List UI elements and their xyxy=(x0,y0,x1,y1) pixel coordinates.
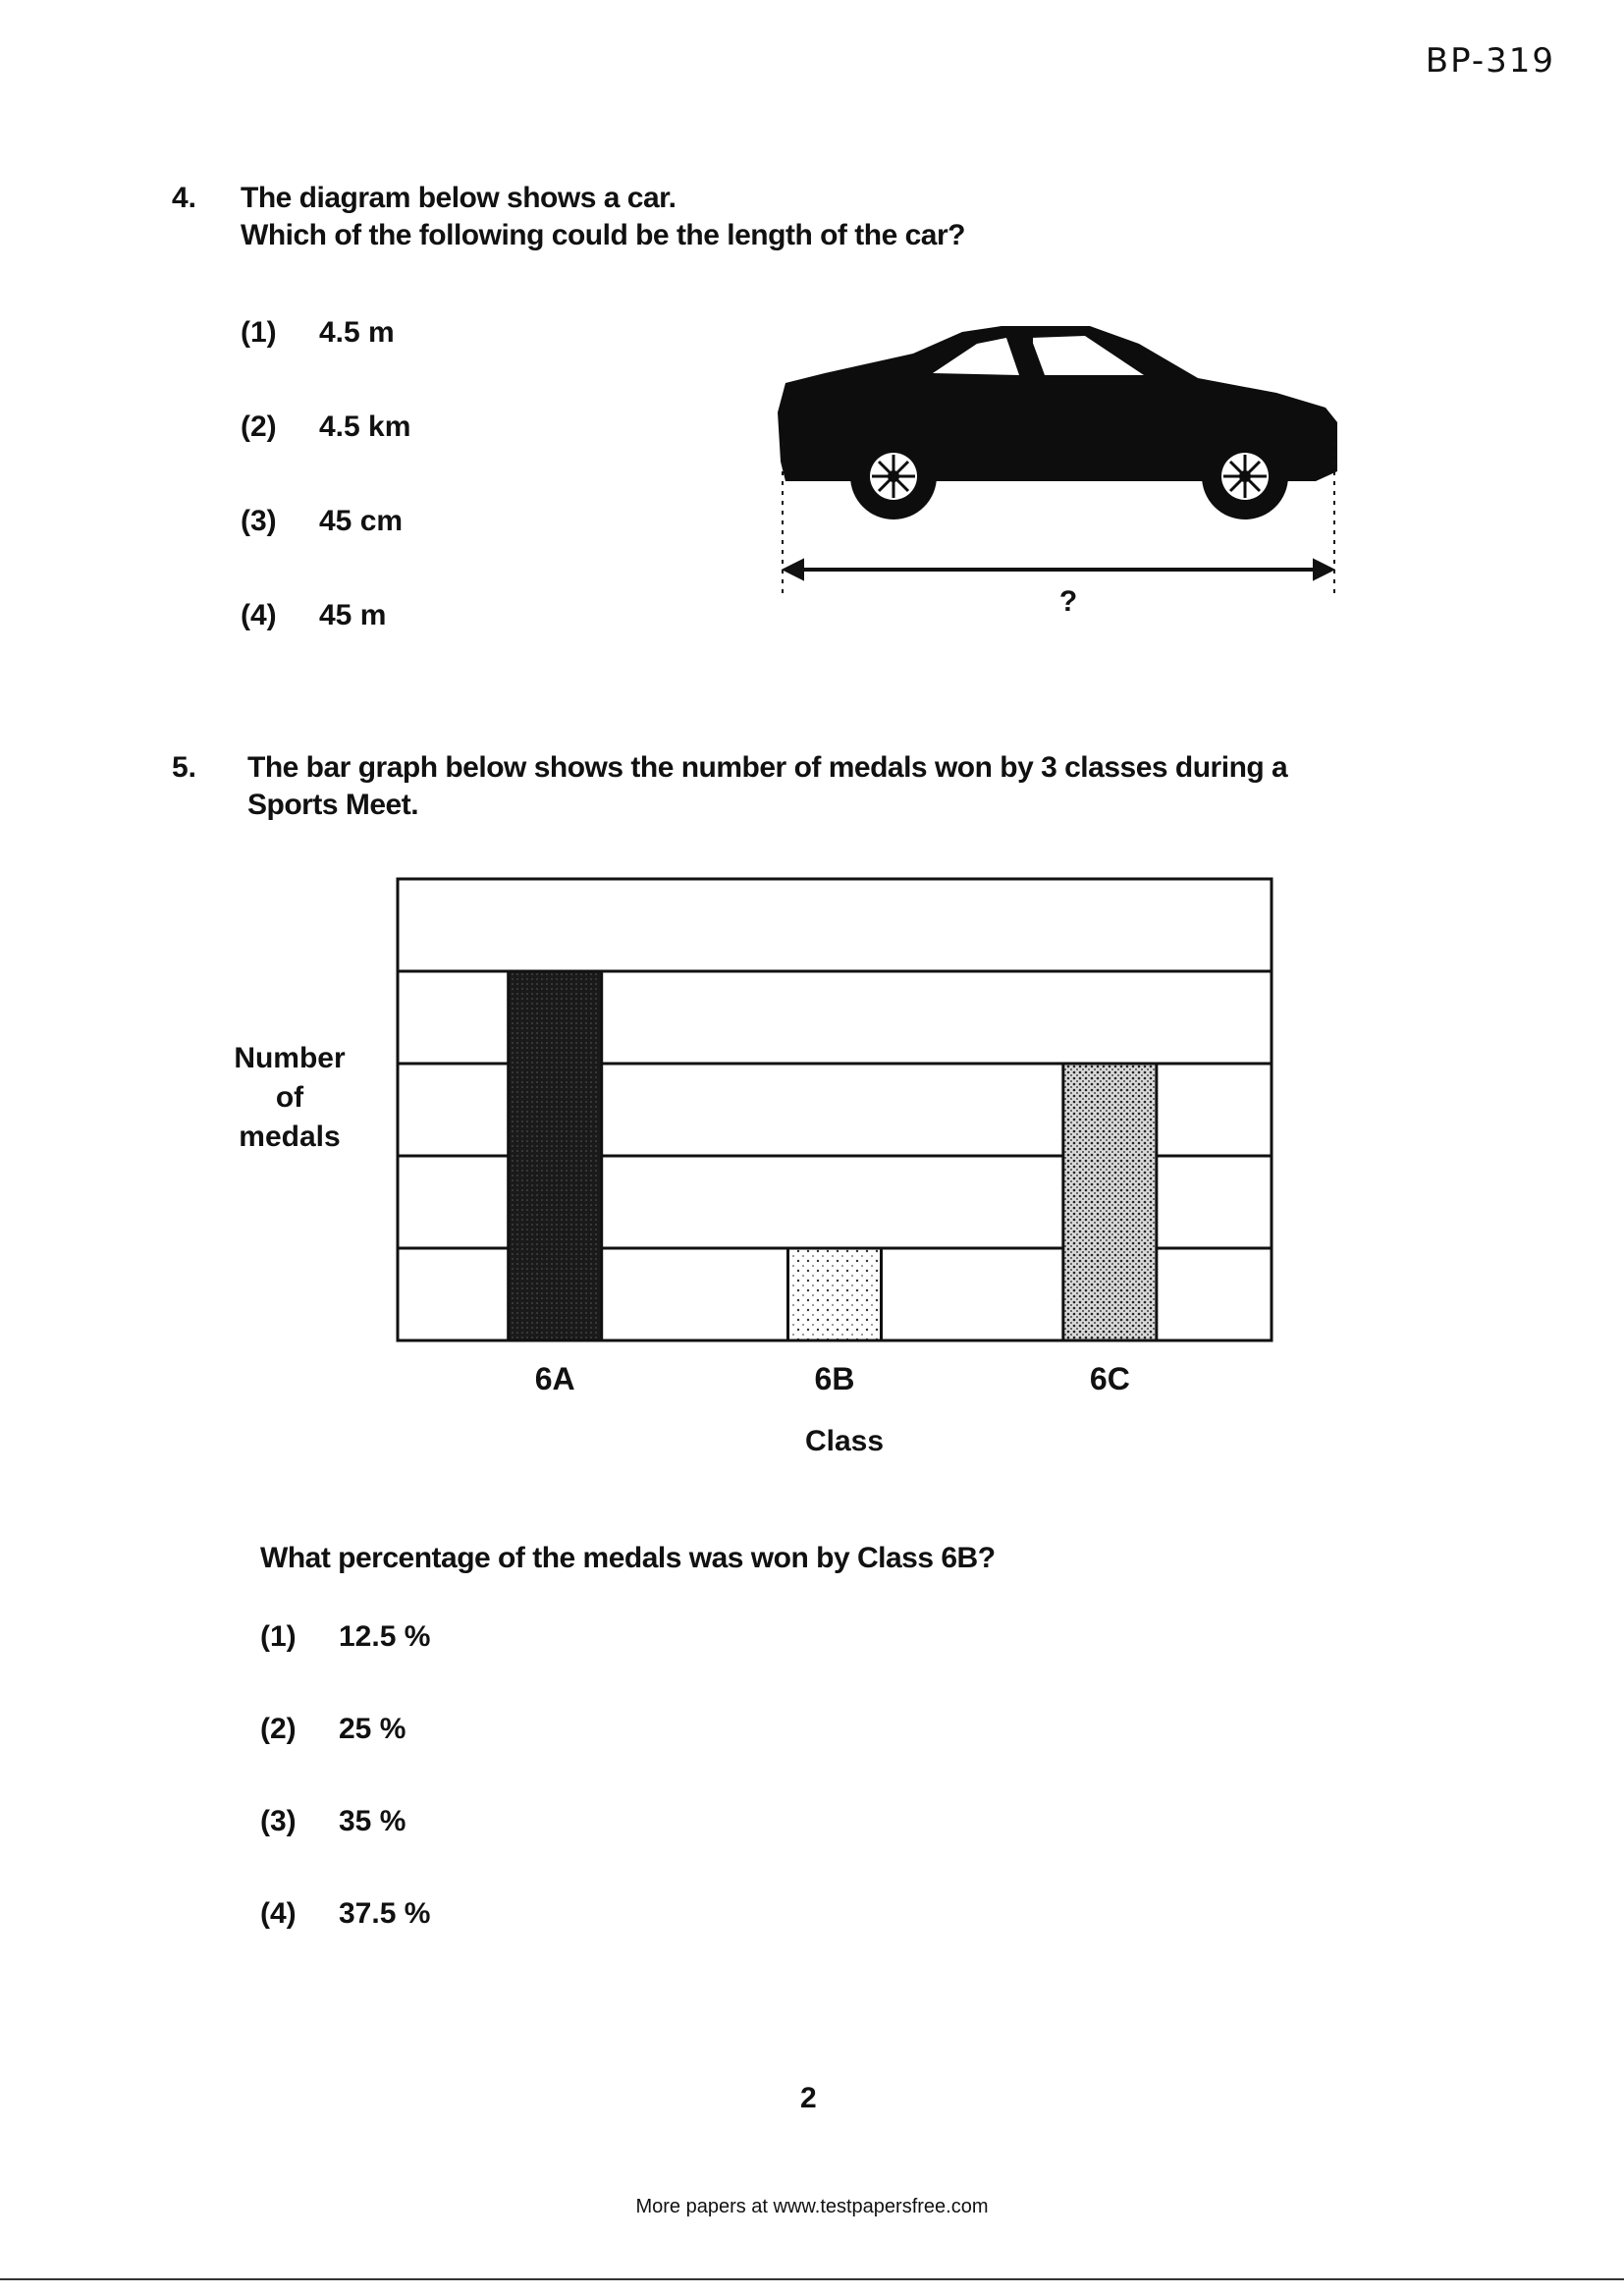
q5-option-1[interactable] xyxy=(260,1620,430,1713)
q4-option-2-number: (2) xyxy=(241,410,277,443)
q5-option-3[interactable] xyxy=(260,1805,430,1897)
q4-option-4-number: (4) xyxy=(241,599,277,631)
q4-option-1[interactable] xyxy=(241,316,410,410)
q4-option-1-number: (1) xyxy=(241,316,277,349)
q4-option-3-text: 45 cm xyxy=(319,505,404,537)
q5-text-line2: Sports Meet. xyxy=(247,789,419,821)
y-label-line-3: medals xyxy=(239,1121,341,1153)
q5-text-line1: The bar graph below shows the number of medals won by 3 classes during a xyxy=(247,751,1288,784)
q5-option-4-text: 37.5 % xyxy=(339,1897,431,1930)
chart-category-labels xyxy=(535,1361,1130,1396)
chart-x-axis-label: Class xyxy=(804,1425,885,1457)
q5-option-1-text: 12.5 % xyxy=(339,1620,431,1653)
q5-option-2[interactable] xyxy=(260,1713,430,1805)
q5-number: 5. xyxy=(172,751,197,784)
q4-text-line1: The diagram below shows a car. xyxy=(241,182,677,214)
medals-bar-chart xyxy=(383,864,1316,1493)
y-label-line-2: of xyxy=(275,1081,304,1114)
q4-option-3-number: (3) xyxy=(241,505,277,537)
q5-option-2-number: (2) xyxy=(260,1713,297,1745)
car-diagram xyxy=(766,314,1355,638)
bar-6C xyxy=(1063,1064,1157,1340)
chart-y-axis-label xyxy=(216,1039,363,1157)
y-label-line-1: Number xyxy=(234,1042,346,1074)
rear-wheel-icon xyxy=(1202,433,1288,519)
footer-text: More papers at www.testpapersfree.com xyxy=(635,2196,989,2217)
q5-option-4[interactable] xyxy=(260,1897,430,1990)
page-number: 2 xyxy=(800,2082,817,2114)
q4-option-4[interactable] xyxy=(241,599,410,693)
q5-option-4-number: (4) xyxy=(260,1897,297,1930)
q5-option-1-number: (1) xyxy=(260,1620,297,1653)
footer-divider xyxy=(0,2278,1624,2280)
q4-option-4-text: 45 m xyxy=(319,599,387,631)
length-unknown-label: ? xyxy=(1058,585,1078,618)
q5-question: What percentage of the medals was won by Class 6B? xyxy=(260,1542,996,1574)
q4-option-3[interactable] xyxy=(241,505,410,599)
category-label-6B: 6B xyxy=(814,1361,855,1396)
category-label-6A: 6A xyxy=(534,1361,575,1396)
bar-6B xyxy=(788,1248,882,1340)
q5-option-3-text: 35 % xyxy=(339,1805,406,1837)
q4-text xyxy=(241,180,965,254)
q5-option-3-number: (3) xyxy=(260,1805,297,1837)
q4-option-2[interactable] xyxy=(241,410,410,505)
document-code: BP-319 xyxy=(1425,41,1555,81)
q4-option-2-text: 4.5 km xyxy=(319,410,411,443)
category-label-6C: 6C xyxy=(1089,1361,1130,1396)
q4-option-1-text: 4.5 m xyxy=(319,316,395,349)
front-wheel-icon xyxy=(850,433,937,519)
q5-option-2-text: 25 % xyxy=(339,1713,406,1745)
q4-text-line2: Which of the following could be the length of the car? xyxy=(241,219,965,251)
q5-text xyxy=(247,749,1287,824)
bar-6A xyxy=(509,971,602,1340)
q4-options xyxy=(241,316,410,693)
q4-number: 4. xyxy=(172,182,197,214)
q5-options xyxy=(260,1620,430,1990)
